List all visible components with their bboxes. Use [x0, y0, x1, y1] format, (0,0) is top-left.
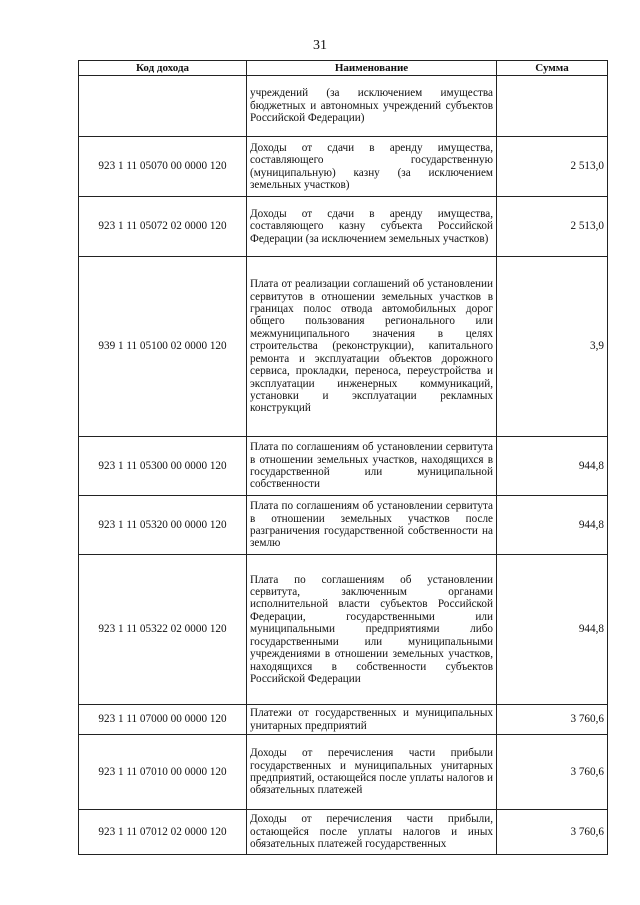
column-header-code: Код дохода — [79, 61, 247, 76]
table-row — [79, 197, 608, 257]
revenue-name-text: Доходы от сдачи в аренду имущества, составляющего государственную (муниципальную) казну (за исключением земельных участков) — [250, 141, 493, 191]
revenue-code: 923 1 11 05072 02 0000 120 — [79, 197, 247, 257]
revenue-name-text: Плата по соглашениям об установлении сервитута, заключенным органами исполнительной власти субъектов Российской Федерации, государственными или муниципальными предприятиями либо государственными или муниципальными учреждениями в отношении земельных участков, находящихся в собственности субъектов Российской Федерации — [250, 573, 493, 685]
revenue-name-text: Доходы от сдачи в аренду имущества, составляющего казну субъекта Российской Федерации (за исключением земельных участков) — [250, 207, 493, 245]
revenue-sum: 3 760,6 — [497, 705, 608, 735]
revenue-name-text: Платежи от государственных и муниципальных унитарных предприятий — [250, 707, 493, 732]
revenue-name-text: Плата от реализации соглашений об установлении сервитутов в отношении земельных участков в границах полос отвода автомобильных дорог общего пользования регионального или межмуниципального значения в целях строительства (реконструкции), капитального ремонта и эксплуатации объектов дорожного сервиса, прокладки, переноса, переустройства и эксплуатации инженерных коммуникаций, установки и эксплуатации рекламных конструкций — [250, 278, 493, 415]
column-header-sum: Сумма — [497, 61, 608, 76]
table-row — [79, 76, 608, 137]
revenue-name — [247, 496, 497, 555]
revenue-sum: 3 760,6 — [497, 735, 608, 810]
revenue-code: 923 1 11 07010 00 0000 120 — [79, 735, 247, 810]
revenue-sum: 944,8 — [497, 496, 608, 555]
revenue-name — [247, 810, 497, 855]
table-row — [79, 810, 608, 855]
revenue-table — [78, 60, 608, 855]
table-row — [79, 555, 608, 705]
revenue-name — [247, 555, 497, 705]
revenue-name-text: Плата по соглашениям об установлении сервитута в отношении земельных участков, находящихся в государственной или муниципальной собственности — [250, 441, 493, 491]
table-row — [79, 257, 608, 437]
revenue-name — [247, 257, 497, 437]
table-row — [79, 735, 608, 810]
revenue-code: 923 1 11 05322 02 0000 120 — [79, 555, 247, 705]
column-header-name: Наименование — [247, 61, 497, 76]
revenue-code: 923 1 11 05300 00 0000 120 — [79, 437, 247, 496]
revenue-code: 923 1 11 07012 02 0000 120 — [79, 810, 247, 855]
table-row — [79, 137, 608, 197]
revenue-sum: 944,8 — [497, 437, 608, 496]
revenue-name — [247, 735, 497, 810]
table-row — [79, 437, 608, 496]
page-number: 31 — [313, 38, 327, 53]
revenue-code: 923 1 11 07000 00 0000 120 — [79, 705, 247, 735]
revenue-sum: 2 513,0 — [497, 137, 608, 197]
revenue-name — [247, 705, 497, 735]
table-row — [79, 705, 608, 735]
revenue-name — [247, 437, 497, 496]
revenue-code: 923 1 11 05070 00 0000 120 — [79, 137, 247, 197]
revenue-code: 923 1 11 05320 00 0000 120 — [79, 496, 247, 555]
table-row — [79, 496, 608, 555]
revenue-name-text: учреждений (за исключением имущества бюджетных и автономных учреждений субъектов Российской Федерации) — [250, 87, 493, 125]
revenue-sum: 2 513,0 — [497, 197, 608, 257]
revenue-name — [247, 137, 497, 197]
revenue-sum: 3,9 — [497, 257, 608, 437]
revenue-name-text: Доходы от перечисления части прибыли, остающейся после уплаты налогов и иных обязательных платежей государственных — [250, 813, 493, 851]
revenue-sum — [497, 76, 608, 137]
revenue-name-text: Доходы от перечисления части прибыли государственных и муниципальных унитарных предприятий, остающейся после уплаты налогов и обязательных платежей — [250, 747, 493, 797]
revenue-code: 939 1 11 05100 02 0000 120 — [79, 257, 247, 437]
revenue-sum: 944,8 — [497, 555, 608, 705]
revenue-name — [247, 76, 497, 137]
revenue-sum: 3 760,6 — [497, 810, 608, 855]
revenue-code — [79, 76, 247, 137]
revenue-name — [247, 197, 497, 257]
table-header-row — [79, 61, 608, 76]
revenue-name-text: Плата по соглашениям об установлении сервитута в отношении земельных участков после разграничения государственной собственности на землю — [250, 500, 493, 550]
